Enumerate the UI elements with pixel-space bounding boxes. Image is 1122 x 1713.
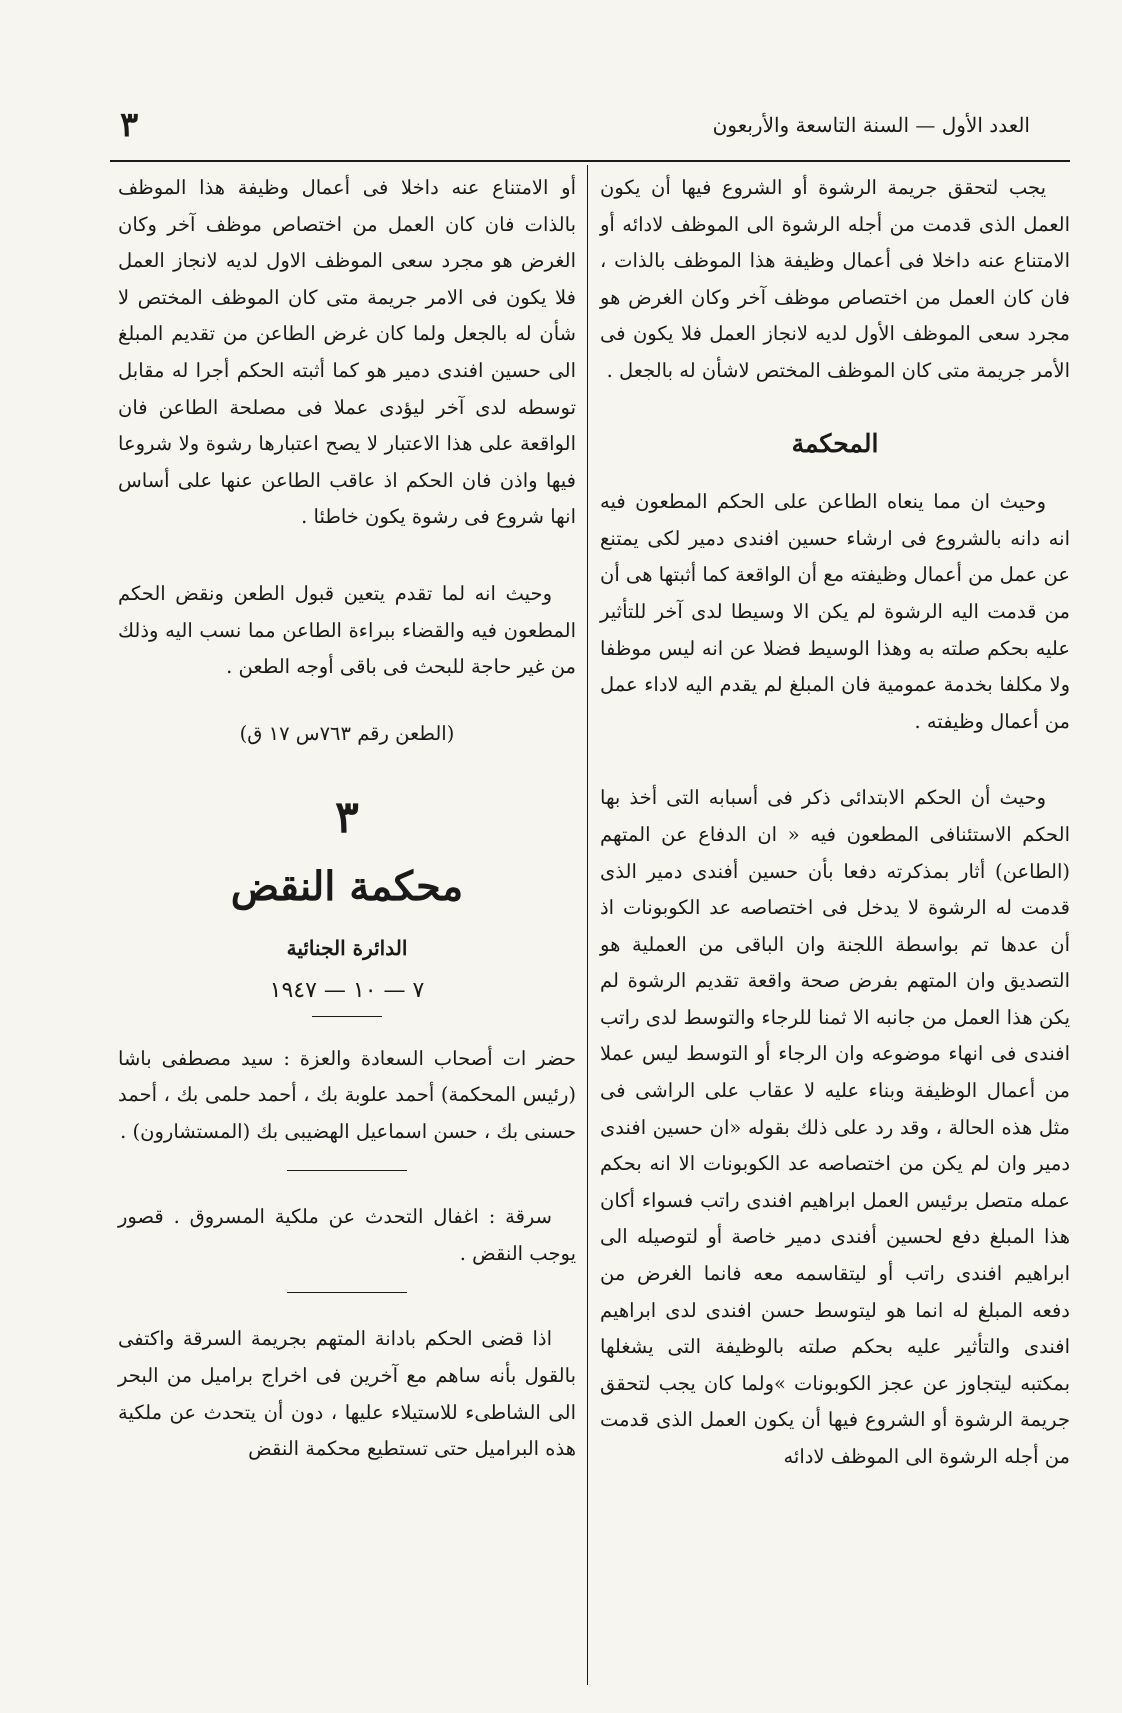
running-title: العدد الأول — السنة التاسعة والأربعون <box>712 113 1030 137</box>
page-header <box>120 100 1030 150</box>
short-rule <box>287 1170 407 1171</box>
left-column <box>118 170 576 1468</box>
court-title: محكمة النقض <box>230 863 464 911</box>
body-paragraph: وحيث أن الحكم الابتدائى ذكر فى أسبابه التى أخذ بها الحكم الاستئنافى المطعون فيه « ان الدفاع عن المتهم (الطاعن) أثار بمذكرته دفعا بأن حسين أفندى دمير الذى قدمت له الرشوة لا يدخل فى اختصاصه عد الكوبونات اذ أن عدها تم بواسطة اللجنة وان الباقى من العملية هو التصديق وان المتهم بفرض صحة واقعة تقديم الرشوة لم يكن هذا العمل من جانبه الا ثمنا للرجاء والتوسط لدى راتب افندى فى انهاء موضوعه وان الرجاء أو التوسط ليس عملا من أعمال الوظيفة وبناء عليه لا عقاب على الراشى فى مثل هذه الحالة ، وقد رد على ذلك بقوله «ان حسين افندى دمير وان لم يكن من اختصاصه عد الكوبونات الا انه بحكم عمله متصل برئيس العمل ابراهيم افندى راتب فسواء أكان هذا المبلغ دفع لحسين أفندى دمير خاصة أو لتوصيله الى ابراهيم افندى راتب أو ليتقاسمه معه فانما الغرض من دفعه المبلغ له انما هو ليتوسط حسن افندى لدى ابراهيم افندى والتأثير عليه بحكم صلته بالوظيفة التى يشغلها بمكتبه ليتجاوز عن عجز الكوبونات »ولما كان يجب لتحقق جريمة الرشوة أو الشروع فيها أن يكون العمل الذى قدمت من أجله الرشوة الى الموظف لادائه <box>600 786 1070 1468</box>
short-rule <box>312 1016 382 1017</box>
page-number: ٣ <box>120 105 139 145</box>
headnote-paragraph: سرقة : اغفال التحدث عن ملكية المسروق . قصور يوجب النقض . <box>118 1205 576 1265</box>
column-divider <box>587 165 588 1685</box>
short-rule <box>287 1292 407 1293</box>
chamber-name: الدائرة الجنائية <box>286 936 408 961</box>
attendance-paragraph: حضر ات أصحاب السعادة والعزة : سيد مصطفى باشا (رئيس المحكمة) أحمد علوبة بك ، أحمد حلمى بك ، أحمد حسنى بك ، حسن اسماعيل الهضيبى بك (المستشارون) . <box>118 1046 576 1143</box>
body-paragraph: وحيث انه لما تقدم يتعين قبول الطعن ونقض الحكم المطعون فيه والقضاء ببراءة الطاعن مما نسب اليه وذلك من غير حاجة للبحث فى باقى أوجه الطعن . <box>118 581 576 679</box>
case-number: ٣ <box>335 792 359 844</box>
body-paragraph: أو الامتناع عنه داخلا فى أعمال وظيفة هذا الموظف بالذات فان كان العمل من اختصاص موظف آخر وكان الغرض هو مجرد سعى الموظف الاول لديه لانجاز العمل فلا يكون فى الامر جريمة متى كان الموظف المختص لا شأن له بالجعل ولما كان غرض الطاعن من تقديم المبلغ الى حسين افندى دمير هو كما أثبته الحكم أجرا له مقابل توسطه لدى آخر ليؤدى عملا فى مصلحة الطاعن فان الواقعة على هذا الاعتبار لا يصح اعتبارها رشوة ولا شروعا فيها واذن فان الحكم اذ عاقب الطاعن عنها على أساس انها شروع فى رشوة يكون خاطئا . <box>118 176 576 529</box>
headnote-paragraph: يجب لتحقق جريمة الرشوة أو الشروع فيها أن يكون العمل الذى قدمت من أجله الرشوة الى الموظف لادائه أو الامتناع عنه داخلا فى أعمال وظيفة هذا الموظف بالذات ، فان كان العمل من اختصاص موظف آخر وكان الغرض هو مجرد سعى الموظف الأول لديه لانجاز العمل فلا يكون فى الأمر جريمة متى كان الموظف المختص لاشأن له بالجعل . <box>600 176 1070 382</box>
header-rule <box>110 160 1070 162</box>
body-paragraph: اذا قضى الحكم بادانة المتهم بجريمة السرقة واكتفى بالقول بأنه ساهم مع آخرين فى اخراج براميل من البحر الى الشاطىء للاستيلاء عليها ، دون أن يتحدث عن ملكية هذه البراميل حتى تستطيع محكمة النقض <box>118 1327 576 1461</box>
judgment-date: ٧ — ١٠ — ١٩٤٧ <box>269 977 425 1003</box>
section-title-court: المحكمة <box>791 428 879 458</box>
case-citation: (الطعن رقم ٧٦٣س ١٧ ق) <box>239 721 455 745</box>
right-column <box>600 170 1070 1476</box>
body-paragraph: وحيث ان مما ينعاه الطاعن على الحكم المطعون فيه انه دانه بالشروع فى ارشاء حسين افندى دمير لكى يمتنع عن عمل من أعمال وظيفته مع أن الواقعة كما أثبتها هى أن من قدمت اليه الرشوة لم يكن الا وسيطا لدى آخر للتأثير عليه بحكم صلته به وهذا الوسيط فضلا عن انه ليس موظفا ولا مكلفا بخدمة عمومية فان المبلغ لم يقدم اليه لاداء عمل من أعمال وظيفته . <box>600 490 1070 733</box>
